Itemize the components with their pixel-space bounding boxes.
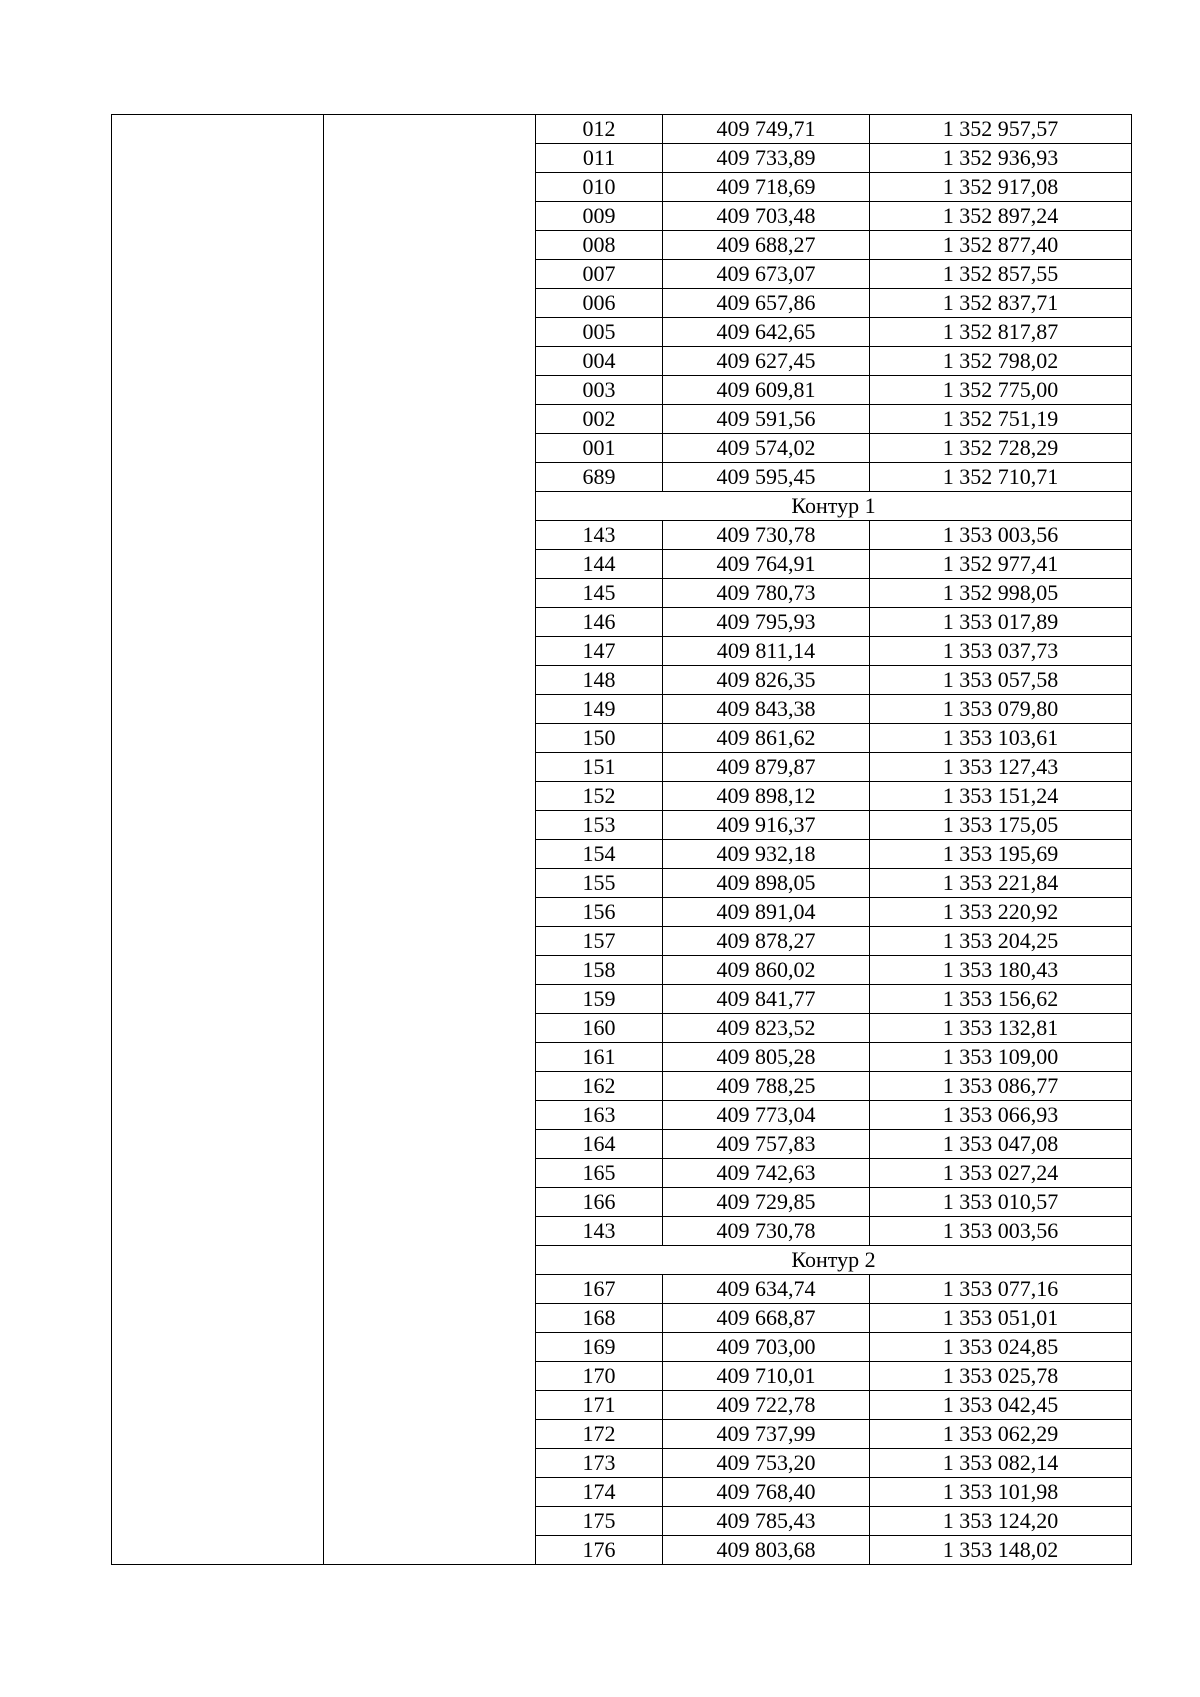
x-coordinate-cell: 409 860,02 (663, 956, 870, 985)
point-number-cell: 169 (536, 1333, 663, 1362)
point-number-cell: 143 (536, 1217, 663, 1246)
y-coordinate-cell: 1 353 175,05 (870, 811, 1132, 840)
x-coordinate-cell: 409 729,85 (663, 1188, 870, 1217)
x-coordinate-cell: 409 657,86 (663, 289, 870, 318)
point-number-cell: 172 (536, 1420, 663, 1449)
y-coordinate-cell: 1 353 017,89 (870, 608, 1132, 637)
point-number-cell: 164 (536, 1130, 663, 1159)
point-number-cell: 165 (536, 1159, 663, 1188)
y-coordinate-cell: 1 353 124,20 (870, 1507, 1132, 1536)
y-coordinate-cell: 1 353 025,78 (870, 1362, 1132, 1391)
y-coordinate-cell: 1 353 132,81 (870, 1014, 1132, 1043)
x-coordinate-cell: 409 861,62 (663, 724, 870, 753)
point-number-cell: 143 (536, 521, 663, 550)
x-coordinate-cell: 409 595,45 (663, 463, 870, 492)
point-number-cell: 160 (536, 1014, 663, 1043)
point-number-cell: 004 (536, 347, 663, 376)
x-coordinate-cell: 409 634,74 (663, 1275, 870, 1304)
y-coordinate-cell: 1 352 775,00 (870, 376, 1132, 405)
x-coordinate-cell: 409 795,93 (663, 608, 870, 637)
x-coordinate-cell: 409 757,83 (663, 1130, 870, 1159)
point-number-cell: 011 (536, 144, 663, 173)
x-coordinate-cell: 409 737,99 (663, 1420, 870, 1449)
y-coordinate-cell: 1 352 877,40 (870, 231, 1132, 260)
point-number-cell: 006 (536, 289, 663, 318)
x-coordinate-cell: 409 642,65 (663, 318, 870, 347)
y-coordinate-cell: 1 352 857,55 (870, 260, 1132, 289)
x-coordinate-cell: 409 788,25 (663, 1072, 870, 1101)
point-number-cell: 689 (536, 463, 663, 492)
point-number-cell: 144 (536, 550, 663, 579)
y-coordinate-cell: 1 353 066,93 (870, 1101, 1132, 1130)
point-number-cell: 012 (536, 115, 663, 144)
point-number-cell: 167 (536, 1275, 663, 1304)
point-number-cell: 175 (536, 1507, 663, 1536)
point-number-cell: 161 (536, 1043, 663, 1072)
x-coordinate-cell: 409 826,35 (663, 666, 870, 695)
point-number-cell: 174 (536, 1478, 663, 1507)
point-number-cell: 007 (536, 260, 663, 289)
y-coordinate-cell: 1 353 079,80 (870, 695, 1132, 724)
point-number-cell: 008 (536, 231, 663, 260)
x-coordinate-cell: 409 742,63 (663, 1159, 870, 1188)
y-coordinate-cell: 1 353 180,43 (870, 956, 1132, 985)
x-coordinate-cell: 409 627,45 (663, 347, 870, 376)
y-coordinate-cell: 1 353 062,29 (870, 1420, 1132, 1449)
x-coordinate-cell: 409 803,68 (663, 1536, 870, 1565)
x-coordinate-cell: 409 805,28 (663, 1043, 870, 1072)
point-number-cell: 170 (536, 1362, 663, 1391)
y-coordinate-cell: 1 353 220,92 (870, 898, 1132, 927)
point-number-cell: 163 (536, 1101, 663, 1130)
point-number-cell: 162 (536, 1072, 663, 1101)
point-number-cell: 166 (536, 1188, 663, 1217)
y-coordinate-cell: 1 352 798,02 (870, 347, 1132, 376)
point-number-cell: 171 (536, 1391, 663, 1420)
y-coordinate-cell: 1 353 057,58 (870, 666, 1132, 695)
x-coordinate-cell: 409 916,37 (663, 811, 870, 840)
point-number-cell: 152 (536, 782, 663, 811)
y-coordinate-cell: 1 353 042,45 (870, 1391, 1132, 1420)
point-number-cell: 151 (536, 753, 663, 782)
point-number-cell: 002 (536, 405, 663, 434)
x-coordinate-cell: 409 730,78 (663, 1217, 870, 1246)
empty-column-2 (324, 115, 536, 1565)
y-coordinate-cell: 1 353 003,56 (870, 521, 1132, 550)
y-coordinate-cell: 1 353 010,57 (870, 1188, 1132, 1217)
x-coordinate-cell: 409 898,05 (663, 869, 870, 898)
point-number-cell: 001 (536, 434, 663, 463)
x-coordinate-cell: 409 703,48 (663, 202, 870, 231)
y-coordinate-cell: 1 353 156,62 (870, 985, 1132, 1014)
x-coordinate-cell: 409 591,56 (663, 405, 870, 434)
table-row (112, 115, 1132, 144)
y-coordinate-cell: 1 352 917,08 (870, 173, 1132, 202)
x-coordinate-cell: 409 879,87 (663, 753, 870, 782)
point-number-cell: 154 (536, 840, 663, 869)
y-coordinate-cell: 1 353 082,14 (870, 1449, 1132, 1478)
x-coordinate-cell: 409 780,73 (663, 579, 870, 608)
y-coordinate-cell: 1 353 148,02 (870, 1536, 1132, 1565)
y-coordinate-cell: 1 352 957,57 (870, 115, 1132, 144)
x-coordinate-cell: 409 785,43 (663, 1507, 870, 1536)
y-coordinate-cell: 1 352 998,05 (870, 579, 1132, 608)
coordinates-table-body (112, 115, 1132, 1565)
point-number-cell: 159 (536, 985, 663, 1014)
x-coordinate-cell: 409 703,00 (663, 1333, 870, 1362)
x-coordinate-cell: 409 609,81 (663, 376, 870, 405)
y-coordinate-cell: 1 352 817,87 (870, 318, 1132, 347)
point-number-cell: 157 (536, 927, 663, 956)
x-coordinate-cell: 409 932,18 (663, 840, 870, 869)
contour-title: Контур 2 (536, 1246, 1132, 1275)
coordinates-table (111, 114, 1132, 1565)
x-coordinate-cell: 409 841,77 (663, 985, 870, 1014)
x-coordinate-cell: 409 753,20 (663, 1449, 870, 1478)
x-coordinate-cell: 409 730,78 (663, 521, 870, 550)
point-number-cell: 158 (536, 956, 663, 985)
x-coordinate-cell: 409 764,91 (663, 550, 870, 579)
y-coordinate-cell: 1 352 710,71 (870, 463, 1132, 492)
point-number-cell: 153 (536, 811, 663, 840)
y-coordinate-cell: 1 353 027,24 (870, 1159, 1132, 1188)
y-coordinate-cell: 1 353 221,84 (870, 869, 1132, 898)
x-coordinate-cell: 409 574,02 (663, 434, 870, 463)
x-coordinate-cell: 409 668,87 (663, 1304, 870, 1333)
x-coordinate-cell: 409 811,14 (663, 637, 870, 666)
y-coordinate-cell: 1 353 127,43 (870, 753, 1132, 782)
x-coordinate-cell: 409 710,01 (663, 1362, 870, 1391)
point-number-cell: 146 (536, 608, 663, 637)
x-coordinate-cell: 409 673,07 (663, 260, 870, 289)
x-coordinate-cell: 409 773,04 (663, 1101, 870, 1130)
x-coordinate-cell: 409 823,52 (663, 1014, 870, 1043)
x-coordinate-cell: 409 733,89 (663, 144, 870, 173)
y-coordinate-cell: 1 353 101,98 (870, 1478, 1132, 1507)
y-coordinate-cell: 1 353 037,73 (870, 637, 1132, 666)
y-coordinate-cell: 1 353 051,01 (870, 1304, 1132, 1333)
point-number-cell: 168 (536, 1304, 663, 1333)
x-coordinate-cell: 409 878,27 (663, 927, 870, 956)
x-coordinate-cell: 409 891,04 (663, 898, 870, 927)
point-number-cell: 145 (536, 579, 663, 608)
point-number-cell: 150 (536, 724, 663, 753)
point-number-cell: 149 (536, 695, 663, 724)
point-number-cell: 147 (536, 637, 663, 666)
y-coordinate-cell: 1 352 977,41 (870, 550, 1132, 579)
empty-column-1 (112, 115, 324, 1565)
point-number-cell: 176 (536, 1536, 663, 1565)
x-coordinate-cell: 409 898,12 (663, 782, 870, 811)
y-coordinate-cell: 1 352 728,29 (870, 434, 1132, 463)
point-number-cell: 148 (536, 666, 663, 695)
point-number-cell: 155 (536, 869, 663, 898)
y-coordinate-cell: 1 352 837,71 (870, 289, 1132, 318)
point-number-cell: 173 (536, 1449, 663, 1478)
y-coordinate-cell: 1 353 151,24 (870, 782, 1132, 811)
y-coordinate-cell: 1 352 936,93 (870, 144, 1132, 173)
y-coordinate-cell: 1 352 897,24 (870, 202, 1132, 231)
y-coordinate-cell: 1 353 047,08 (870, 1130, 1132, 1159)
y-coordinate-cell: 1 353 086,77 (870, 1072, 1132, 1101)
point-number-cell: 009 (536, 202, 663, 231)
y-coordinate-cell: 1 353 195,69 (870, 840, 1132, 869)
y-coordinate-cell: 1 353 103,61 (870, 724, 1132, 753)
y-coordinate-cell: 1 353 109,00 (870, 1043, 1132, 1072)
point-number-cell: 156 (536, 898, 663, 927)
y-coordinate-cell: 1 353 204,25 (870, 927, 1132, 956)
y-coordinate-cell: 1 353 077,16 (870, 1275, 1132, 1304)
y-coordinate-cell: 1 352 751,19 (870, 405, 1132, 434)
y-coordinate-cell: 1 353 003,56 (870, 1217, 1132, 1246)
x-coordinate-cell: 409 722,78 (663, 1391, 870, 1420)
x-coordinate-cell: 409 718,69 (663, 173, 870, 202)
x-coordinate-cell: 409 688,27 (663, 231, 870, 260)
point-number-cell: 010 (536, 173, 663, 202)
y-coordinate-cell: 1 353 024,85 (870, 1333, 1132, 1362)
point-number-cell: 003 (536, 376, 663, 405)
x-coordinate-cell: 409 749,71 (663, 115, 870, 144)
x-coordinate-cell: 409 768,40 (663, 1478, 870, 1507)
x-coordinate-cell: 409 843,38 (663, 695, 870, 724)
point-number-cell: 005 (536, 318, 663, 347)
contour-title: Контур 1 (536, 492, 1132, 521)
